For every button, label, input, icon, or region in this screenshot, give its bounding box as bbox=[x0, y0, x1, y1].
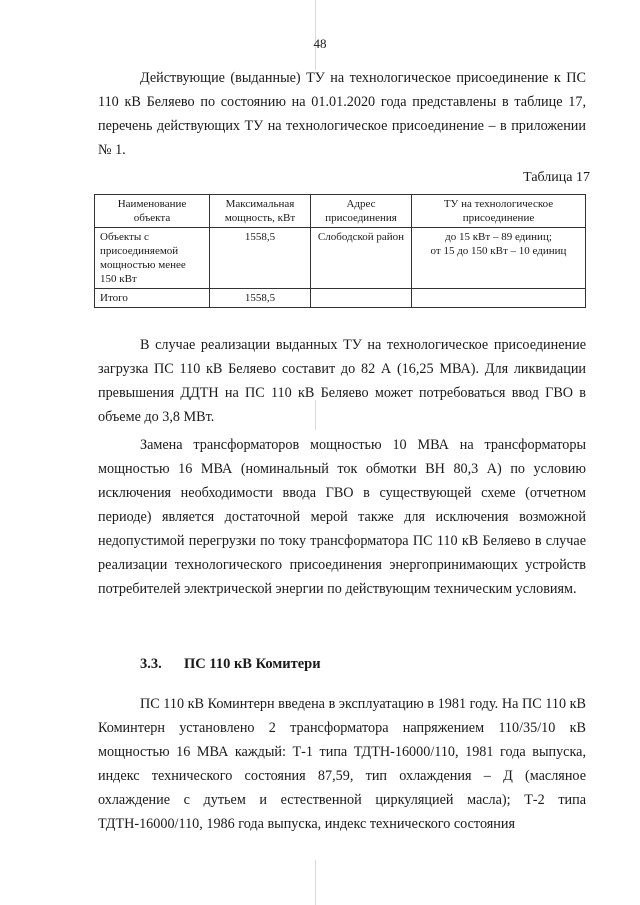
page-number: 48 bbox=[313, 36, 327, 51]
header-power: Максимальная мощность, кВт bbox=[210, 195, 311, 228]
cell-tu bbox=[412, 228, 586, 289]
cell-power: 1558,5 bbox=[210, 228, 311, 289]
cell-name: Итого bbox=[95, 289, 210, 308]
header-name: Наименование объекта bbox=[95, 195, 210, 228]
cell-name: Объекты с присоединяемой мощностью менее 150 кВт bbox=[95, 228, 210, 289]
cell-tu-line: от 15 до 150 кВт – 10 единиц bbox=[430, 245, 567, 257]
table-row-total bbox=[95, 289, 586, 308]
paragraph-intro: Действующие (выданные) ТУ на технологическое присоединение к ПС 110 кВ Беляево по состоянию на 01.01.2020 года представлены в таблице 17, перечень действующих ТУ на технологическое присоединение – в приложении № 1. bbox=[98, 70, 586, 158]
cell-tu-line: до 15 кВт – 89 единиц; bbox=[445, 231, 552, 243]
paragraph-kominterl: ПС 110 кВ Коминтерн введена в эксплуатацию в 1981 году. На ПС 110 кВ Коминтерн установлено 2 трансформатора напряжением 110/35/10 кВ мощностью 16 МВА каждый: Т-1 типа ТДТН-16000/110, 1981 года выпуска, индекс технического состояния 87,59, тип охлаждения – Д (масляное охлаждение с дутьем и естественной циркуляцией масла); Т-2 типа ТДТН-16000/110, 1986 года выпуска, индекс технического состояния bbox=[98, 696, 586, 832]
tu-table bbox=[94, 194, 586, 308]
cell-address: Слободской район bbox=[311, 228, 412, 289]
table-caption: Таблица 17 bbox=[523, 170, 590, 185]
scan-fold-mark bbox=[315, 0, 316, 70]
cell-tu bbox=[412, 289, 586, 308]
table-header-row bbox=[95, 195, 586, 228]
scan-fold-mark bbox=[315, 860, 316, 905]
section-number: 3.3. bbox=[140, 656, 162, 672]
header-address: Адрес присоединения bbox=[311, 195, 412, 228]
table-row bbox=[95, 228, 586, 289]
section-title: ПС 110 кВ Комитери bbox=[184, 656, 321, 672]
cell-address bbox=[311, 289, 412, 308]
header-tu: ТУ на технологическое присоединение bbox=[412, 195, 586, 228]
section-heading bbox=[140, 656, 321, 673]
paragraph-replacement: Замена трансформаторов мощностью 10 МВА на трансформаторы мощностью 16 МВА (номинальный ток обмотки ВН 80,3 А) по условию исключения необходимости ввода ГВО в существующей схеме (отчетном периоде) является достаточной мерой также для исключения возможной недопустимой перегрузки по току трансформатора ПС 110 кВ Беляево в случае реализации технологического присоединения энергопринимающих устройств потребителей электрической энергии по действующим техническим условиям. bbox=[98, 437, 586, 597]
paragraph-load: В случае реализации выданных ТУ на технологическое присоединение загрузка ПС 110 кВ Беляево составит до 82 А (16,25 МВА). Для ликвидации превышения ДДТН на ПС 110 кВ Беляево может потребоваться ввод ГВО в объеме до 3,8 МВт. bbox=[98, 337, 586, 425]
cell-power: 1558,5 bbox=[210, 289, 311, 308]
